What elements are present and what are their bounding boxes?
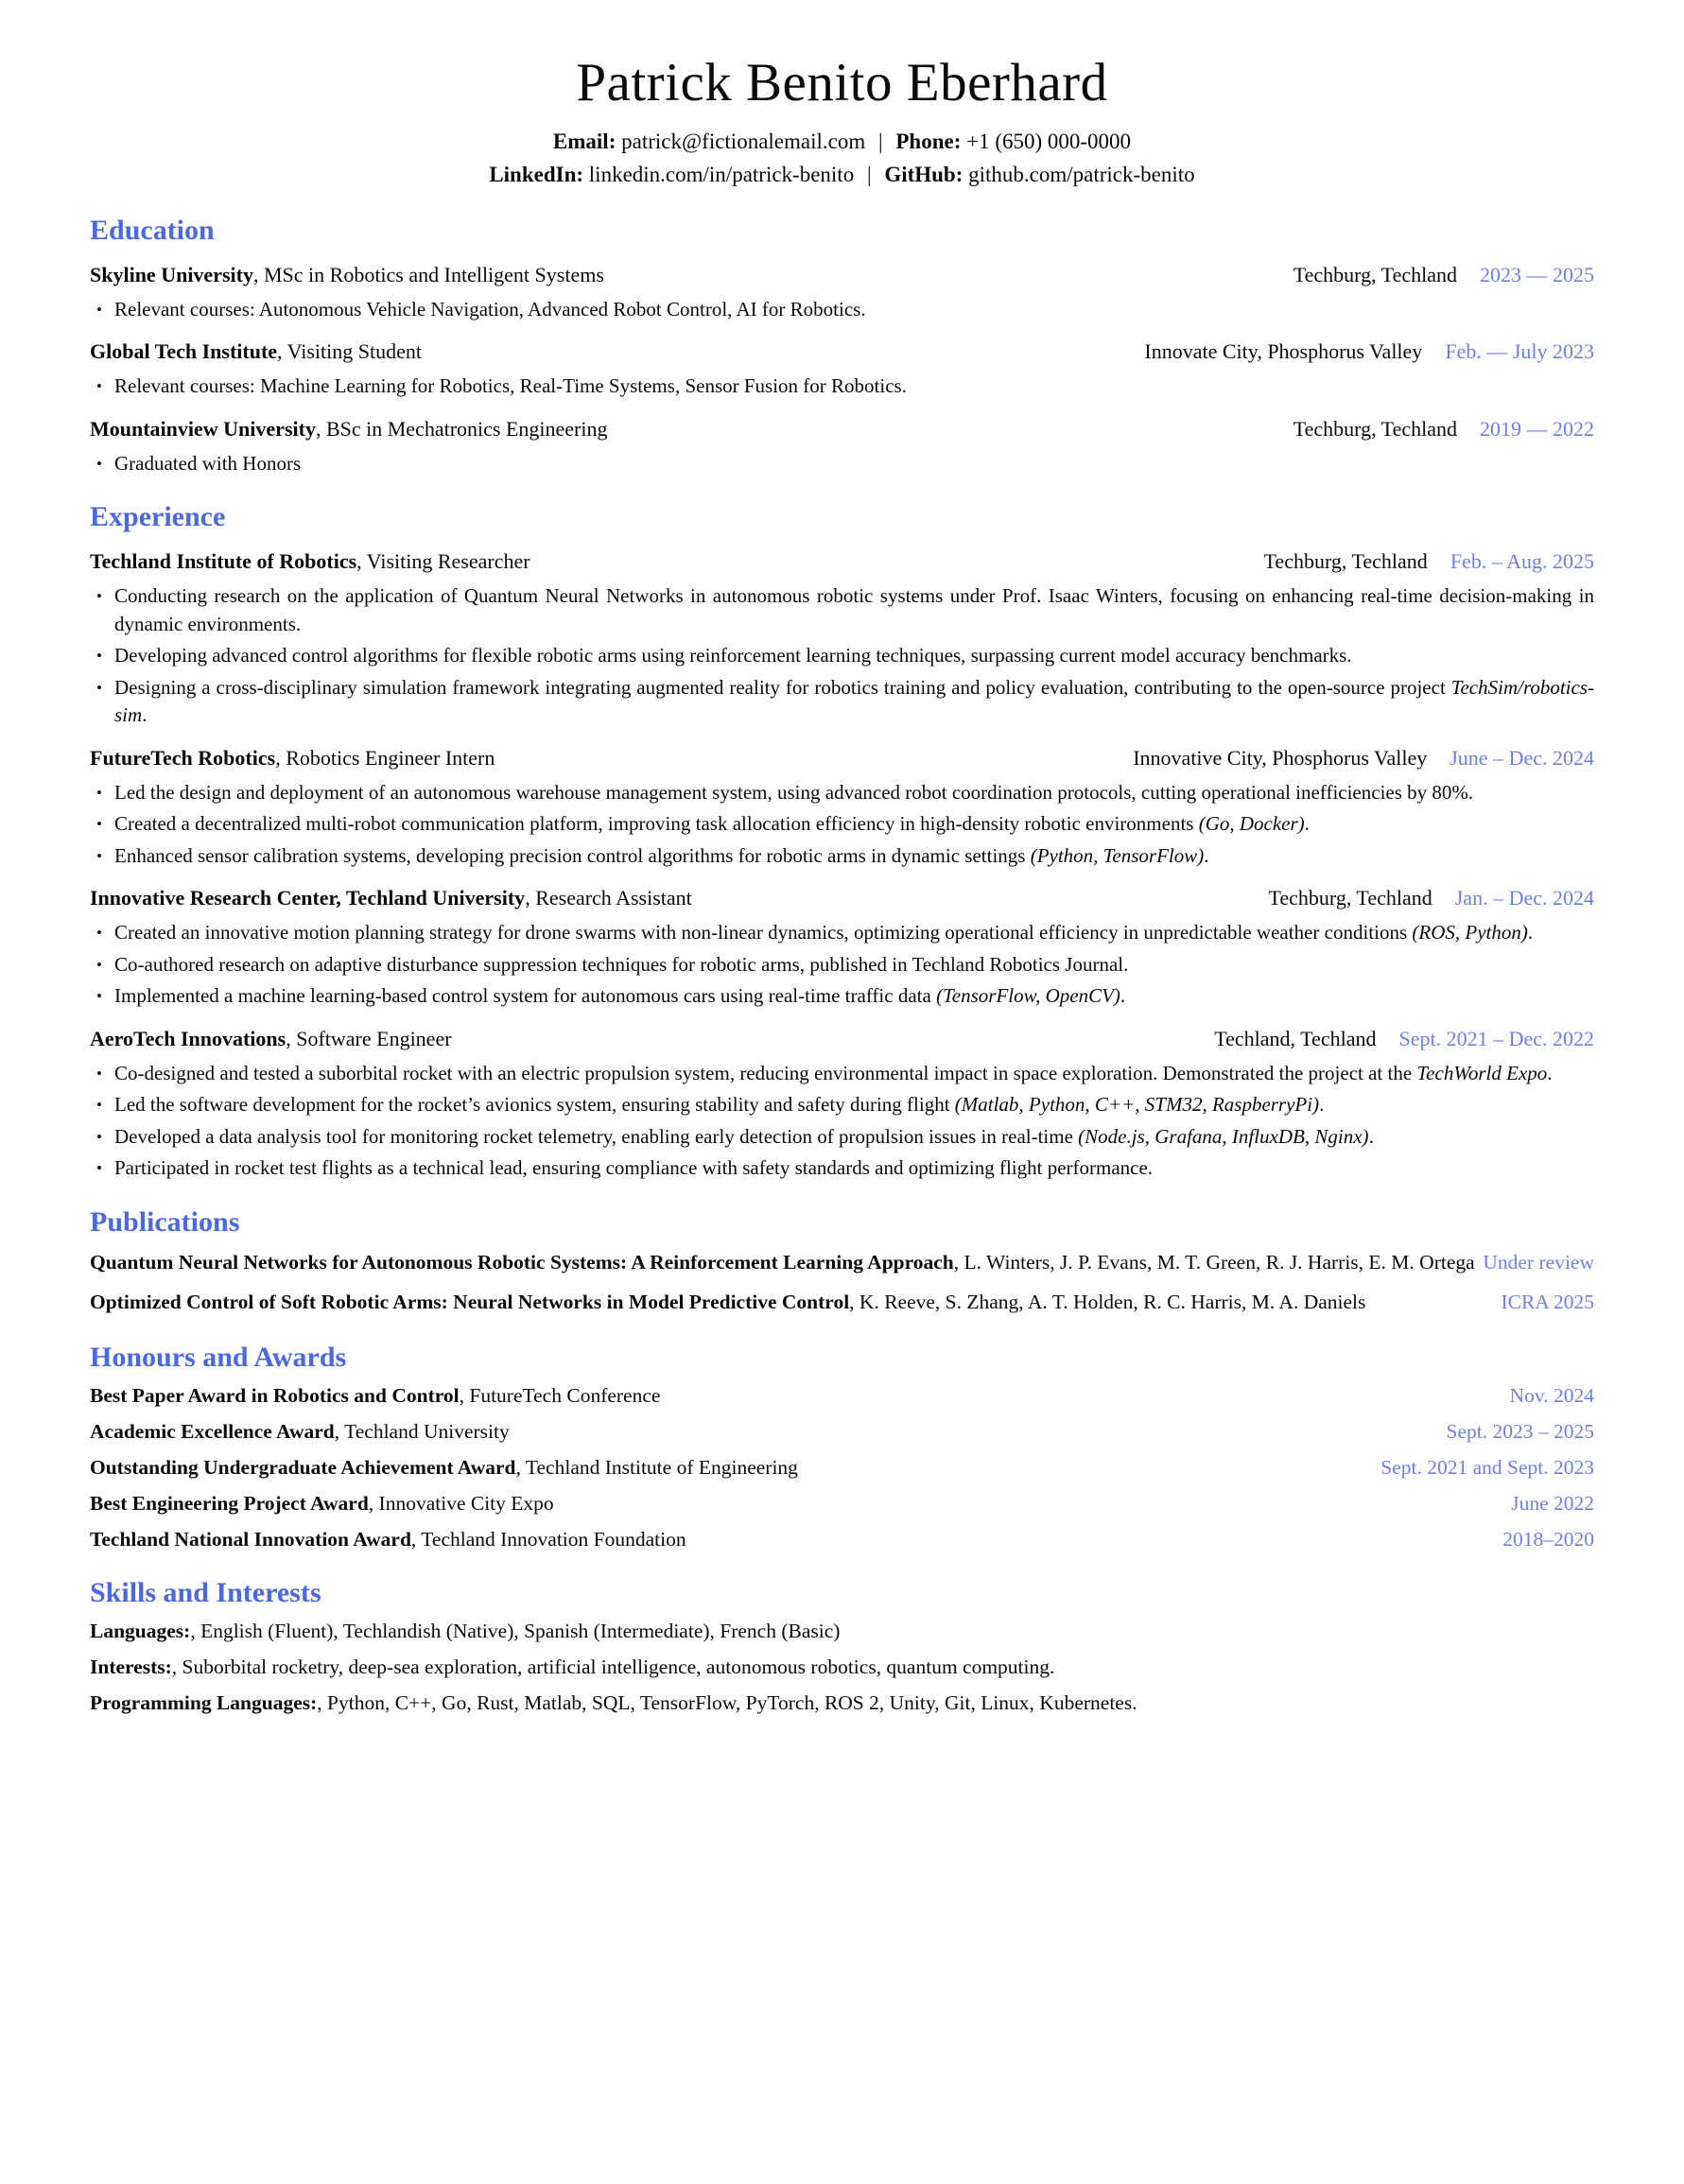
entry-role: , Research Assistant — [525, 886, 692, 910]
linkedin-value: linkedin.com/in/patrick-benito — [588, 162, 855, 186]
entry-meta — [1133, 744, 1594, 771]
award-date: Nov. 2024 — [1509, 1383, 1594, 1407]
bullet-item — [90, 296, 1594, 324]
award-org: , FutureTech Conference — [459, 1383, 661, 1407]
entry-location: Techburg, Techland — [1268, 886, 1432, 910]
entry-date: Feb. — July 2023 — [1445, 339, 1594, 364]
entry-meta — [1268, 884, 1594, 911]
entry-detail: , Visiting Student — [277, 339, 422, 364]
award-org: , Techland Institute of Engineering — [515, 1455, 798, 1479]
entry-detail: , BSc in Mechatronics Engineering — [315, 416, 608, 441]
section-publications — [90, 1206, 1594, 1318]
skill-row-interests — [90, 1654, 1594, 1681]
entry-date: Feb. – Aug. 2025 — [1450, 549, 1594, 574]
bullet-icon: • — [96, 454, 102, 473]
entry-date: Sept. 2021 – Dec. 2022 — [1398, 1026, 1594, 1050]
entry-meta — [1144, 338, 1594, 365]
entry-title — [90, 261, 1265, 288]
phone-label: Phone: — [895, 129, 962, 153]
bullet-icon: • — [96, 924, 102, 943]
section-title-publications: Publications — [90, 1205, 240, 1238]
bullet-icon: • — [96, 1064, 102, 1083]
entry-role: , Visiting Researcher — [356, 549, 530, 574]
entry-title — [90, 1025, 1186, 1052]
award-name: Best Engineering Project Award — [90, 1491, 369, 1515]
skill-row-languages — [90, 1618, 1594, 1645]
bullet-icon: • — [96, 846, 102, 865]
bullet-item — [90, 951, 1594, 979]
bullet-list — [90, 373, 1594, 401]
bullet-item — [90, 810, 1594, 839]
entry-date: 2023 — 2025 — [1480, 262, 1594, 286]
bullet-list — [90, 1060, 1594, 1183]
bullet-text: Developed a data analysis tool for monitoring rocket telemetry, enabling early detection of propulsion issues in real-time (Node.js, Grafana, InfluxDB, Nginx). — [114, 1124, 1374, 1148]
bullet-list — [90, 296, 1594, 324]
entry-name: Mountainview University — [90, 416, 316, 441]
bullet-item — [90, 674, 1594, 730]
entry-role: , Robotics Engineer Intern — [275, 745, 495, 770]
award-name: Outstanding Undergraduate Achievement Award — [90, 1455, 516, 1479]
award-title — [90, 1454, 798, 1482]
bullet-text: Conducting research on the application of Quantum Neural Networks in autonomous robotic systems under Prof. Isaac Winters, focusing on enhancing real-time decision-making in dynamic environments. — [114, 584, 1594, 635]
entry-title — [90, 884, 1240, 911]
education-entry — [90, 338, 1594, 401]
bullet-text: Led the design and deployment of an autonomous warehouse management system, using advanced robot coordination protocols, cutting operational inefficiencies by 80%. — [114, 780, 1474, 804]
entry-name: FutureTech Robotics — [90, 745, 276, 770]
bullet-icon: • — [96, 647, 102, 666]
skill-content: , English (Fluent), Techlandish (Native), Spanish (Intermediate), French (Basic) — [190, 1619, 841, 1642]
person-name: Patrick Benito Eberhard — [576, 53, 1108, 113]
pipe-separator-icon: | — [878, 129, 883, 153]
award-name: Techland National Innovation Award — [90, 1527, 411, 1551]
experience-entry — [90, 884, 1594, 1011]
bullet-text: Participated in rocket test flights as a technical lead, ensuring compliance with safety standards and optimizing flight performance. — [114, 1156, 1154, 1180]
award-date: Sept. 2021 and Sept. 2023 — [1380, 1455, 1594, 1479]
award-org: , Innovative City Expo — [368, 1491, 554, 1515]
publication-authors: , L. Winters, J. P. Evans, M. T. Green, R. J. Harris, E. M. Ortega — [953, 1250, 1475, 1274]
entry-title — [90, 415, 1265, 442]
entry-location: Innovative City, Phosphorus Valley — [1133, 745, 1428, 770]
award-date: 2018–2020 — [1502, 1527, 1594, 1551]
bullet-text: Enhanced sensor calibration systems, developing precision control algorithms for robotic arms in dynamic settings (Python, TensorFlow). — [114, 843, 1209, 867]
resume-header — [90, 55, 1594, 191]
entry-location: Innovate City, Phosphorus Valley — [1144, 339, 1423, 364]
bullet-icon: • — [96, 1127, 102, 1146]
bullet-icon: • — [96, 815, 102, 834]
section-title-skills: Skills and Interests — [90, 1576, 321, 1608]
publication-venue: ICRA 2025 — [1501, 1290, 1594, 1313]
entry-meta — [1214, 1025, 1594, 1052]
github-label: GitHub: — [884, 162, 964, 186]
publication-item — [90, 1287, 1594, 1318]
github-value: github.com/patrick-benito — [968, 162, 1195, 186]
entry-name: Techland Institute of Robotics — [90, 549, 357, 574]
award-date: Sept. 2023 – 2025 — [1446, 1419, 1594, 1443]
publication-authors: , K. Reeve, S. Zhang, A. T. Holden, R. C. Harris, M. A. Daniels — [849, 1290, 1366, 1313]
entry-head — [90, 415, 1594, 442]
bullet-item — [90, 642, 1594, 670]
bullet-list — [90, 582, 1594, 730]
bullet-text: Led the software development for the rocket’s avionics system, ensuring stability and safety during flight (Matlab, Python, C++, STM32, RaspberryPi). — [114, 1093, 1325, 1117]
entry-meta — [1293, 415, 1594, 442]
entry-head — [90, 744, 1594, 771]
entry-title — [90, 338, 1116, 365]
entry-name: Global Tech Institute — [90, 339, 278, 364]
skill-label: Interests: — [90, 1655, 172, 1678]
bullet-text: Created an innovative motion planning strategy for drone swarms with non-linear dynamics, optimizing operational efficiency in unpredictable weather conditions (ROS, Python). — [114, 921, 1534, 945]
section-title-awards: Honours and Awards — [90, 1341, 347, 1373]
skill-label: Languages: — [90, 1619, 191, 1642]
bullet-list — [90, 779, 1594, 871]
bullet-item — [90, 450, 1594, 478]
entry-head — [90, 547, 1594, 575]
entry-meta — [1293, 261, 1594, 288]
pipe-separator-icon: | — [866, 162, 872, 186]
section-skills — [90, 1577, 1594, 1717]
bullet-item — [90, 842, 1594, 871]
entry-location: Techburg, Techland — [1293, 262, 1457, 286]
bullet-icon: • — [96, 300, 102, 319]
skill-row-programming-languages — [90, 1690, 1594, 1717]
bullet-text: Relevant courses: Machine Learning for Robotics, Real-Time Systems, Sensor Fusion for Robotics. — [114, 374, 907, 398]
entry-date: June – Dec. 2024 — [1450, 745, 1594, 770]
award-title — [90, 1382, 660, 1410]
award-row — [90, 1526, 1594, 1553]
bullet-icon: • — [96, 783, 102, 802]
linkedin-label: LinkedIn: — [489, 162, 584, 186]
bullet-text: Designing a cross-disciplinary simulation framework integrating augmented reality for robotics training and policy evaluation, contributing to the open-source project TechSim/robotics-sim. — [114, 675, 1594, 727]
award-row — [90, 1454, 1594, 1482]
bullet-text: Co-designed and tested a suborbital rocket with an electric propulsion system, reducing environmental impact in space exploration. Demonstrated the project at the TechWorld Expo. — [114, 1061, 1553, 1084]
bullet-icon: • — [96, 955, 102, 974]
bullet-item — [90, 982, 1594, 1011]
publication-title: Quantum Neural Networks for Autonomous Robotic Systems: A Reinforcement Learning Approach — [90, 1250, 954, 1274]
education-entry — [90, 261, 1594, 324]
contact-row-1 — [90, 125, 1594, 158]
section-experience — [90, 501, 1594, 1183]
bullet-item — [90, 1154, 1594, 1183]
award-date: June 2022 — [1511, 1491, 1594, 1515]
award-title — [90, 1490, 554, 1517]
award-row — [90, 1490, 1594, 1517]
entry-head — [90, 1025, 1594, 1052]
entry-head — [90, 884, 1594, 911]
section-awards — [90, 1342, 1594, 1553]
award-title — [90, 1418, 510, 1446]
email-value: patrick@fictionalemail.com — [621, 129, 866, 153]
bullet-item — [90, 779, 1594, 807]
skill-content: , Python, C++, Go, Rust, Matlab, SQL, TensorFlow, PyTorch, ROS 2, Unity, Git, Linux, Kubernetes. — [317, 1690, 1137, 1714]
entry-detail: , MSc in Robotics and Intelligent Systems — [252, 262, 604, 286]
section-title-education: Education — [90, 214, 215, 246]
entry-meta — [1264, 547, 1594, 575]
entry-date: 2019 — 2022 — [1480, 416, 1594, 441]
entry-name: Skyline University — [90, 262, 253, 286]
publication-item — [90, 1247, 1594, 1278]
experience-entry — [90, 744, 1594, 871]
skill-label: Programming Languages: — [90, 1690, 318, 1714]
experience-entry — [90, 1025, 1594, 1183]
skill-content: , Suborbital rocketry, deep-sea exploration, artificial intelligence, autonomous robotics, quantum computing. — [171, 1655, 1055, 1678]
bullet-item — [90, 1123, 1594, 1152]
bullet-text: Implemented a machine learning-based control system for autonomous cars using real-time traffic data (TensorFlow, OpenCV). — [114, 984, 1126, 1008]
bullet-icon: • — [96, 678, 102, 697]
entry-date: Jan. – Dec. 2024 — [1454, 886, 1594, 910]
bullet-item — [90, 1091, 1594, 1119]
bullet-icon: • — [96, 377, 102, 396]
section-education — [90, 215, 1594, 478]
bullet-icon: • — [96, 587, 102, 606]
entry-role: , Software Engineer — [286, 1026, 452, 1050]
award-org: , Techland University — [334, 1419, 510, 1443]
entry-head — [90, 261, 1594, 288]
bullet-list — [90, 450, 1594, 478]
bullet-text: Developing advanced control algorithms for flexible robotic arms using reinforcement learning techniques, surpassing current model accuracy benchmarks. — [114, 644, 1352, 667]
bullet-icon: • — [96, 1096, 102, 1115]
bullet-text: Relevant courses: Autonomous Vehicle Navigation, Advanced Robot Control, AI for Robotics. — [114, 297, 866, 321]
bullet-list — [90, 919, 1594, 1011]
experience-entry — [90, 547, 1594, 730]
bullet-text: Co-authored research on adaptive disturbance suppression techniques for robotic arms, published in Techland Robotics Journal. — [114, 952, 1129, 976]
award-row — [90, 1418, 1594, 1446]
award-title — [90, 1526, 686, 1553]
bullet-item — [90, 582, 1594, 638]
award-org: , Techland Innovation Foundation — [410, 1527, 686, 1551]
entry-name: Innovative Research Center, Techland University — [90, 886, 526, 910]
entry-location: Techland, Techland — [1214, 1026, 1377, 1050]
entry-head — [90, 338, 1594, 365]
entry-title — [90, 547, 1236, 575]
bullet-item — [90, 373, 1594, 401]
award-row — [90, 1382, 1594, 1410]
bullet-icon: • — [96, 1159, 102, 1178]
entry-name: AeroTech Innovations — [90, 1026, 286, 1050]
bullet-text: Created a decentralized multi-robot communication platform, improving task allocation efficiency in high-density robotic environments (Go, Docker). — [114, 812, 1310, 836]
entry-location: Techburg, Techland — [1293, 416, 1457, 441]
section-title-experience: Experience — [90, 501, 226, 533]
award-name: Academic Excellence Award — [90, 1419, 335, 1443]
bullet-item — [90, 919, 1594, 947]
entry-title — [90, 744, 1104, 771]
email-label: Email: — [552, 129, 616, 153]
education-entry — [90, 415, 1594, 478]
bullet-text: Graduated with Honors — [114, 451, 302, 475]
entry-location: Techburg, Techland — [1263, 549, 1428, 574]
bullet-icon: • — [96, 987, 102, 1006]
bullet-item — [90, 1060, 1594, 1088]
award-name: Best Paper Award in Robotics and Control — [90, 1383, 460, 1407]
phone-value: +1 (650) 000-0000 — [966, 129, 1132, 153]
contact-row-2 — [90, 158, 1594, 191]
publication-title: Optimized Control of Soft Robotic Arms: Neural Networks in Model Predictive Control — [90, 1290, 850, 1313]
publication-status: Under review — [1483, 1250, 1594, 1274]
